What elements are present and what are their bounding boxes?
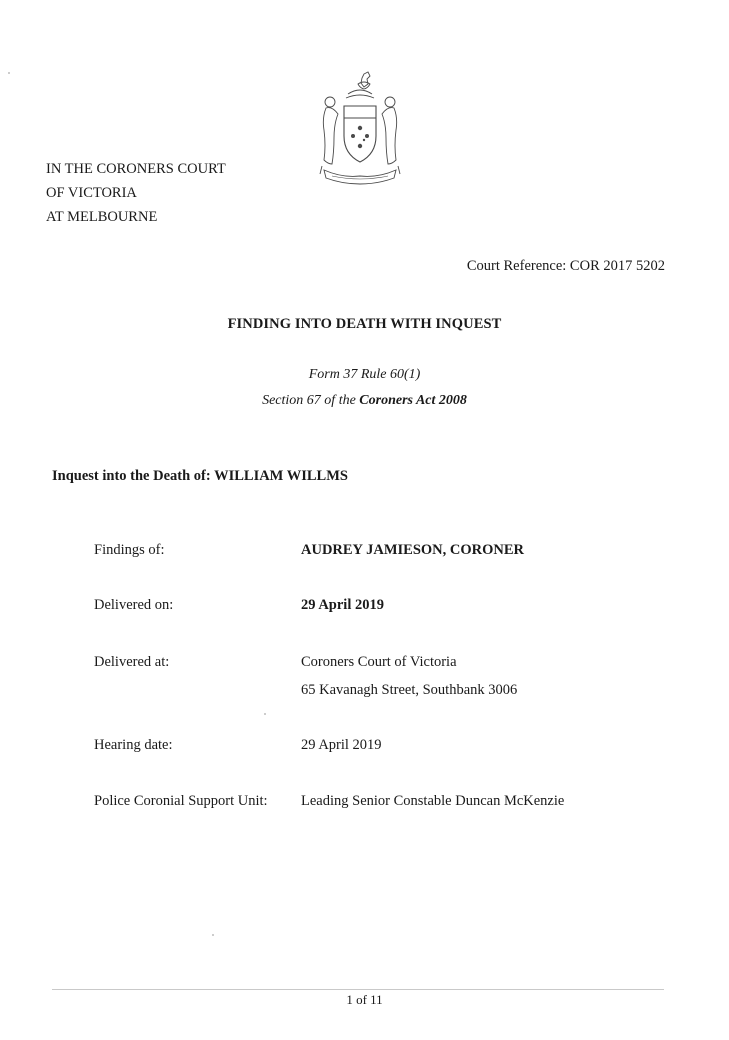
inquest-label: Inquest into the Death of:	[52, 468, 215, 484]
inquest-heading	[52, 468, 348, 485]
act-name: Coroners Act 2008	[359, 393, 467, 408]
delivered-on-label: Delivered on:	[94, 597, 174, 613]
hearing-date-value: 29 April 2019	[301, 737, 382, 753]
scan-speck	[8, 72, 10, 74]
deceased-name: WILLIAM WILLMS	[214, 468, 348, 484]
footer-divider	[52, 989, 664, 990]
delivered-at-line-1: Coroners Court of Victoria	[301, 654, 457, 670]
police-unit-label: Police Coronial Support Unit:	[94, 793, 268, 809]
delivered-at-label: Delivered at:	[94, 654, 170, 670]
scan-speck	[264, 713, 266, 715]
hearing-date-label: Hearing date:	[94, 737, 173, 753]
victoria-coat-of-arms-icon	[312, 70, 408, 188]
form-rule: Form 37 Rule 60(1)	[308, 367, 421, 382]
findings-label: Findings of:	[94, 542, 165, 558]
page-number: 1 of 11	[346, 992, 383, 1007]
document-title: FINDING INTO DEATH WITH INQUEST	[227, 316, 502, 332]
scan-speck	[212, 934, 214, 936]
section-reference	[0, 393, 729, 409]
section-prefix: Section 67 of the	[262, 393, 360, 408]
police-unit-value: Leading Senior Constable Duncan McKenzie	[301, 793, 565, 809]
delivered-on-value: 29 April 2019	[301, 597, 384, 613]
court-line-2: OF VICTORIA	[46, 185, 137, 201]
court-line-1: IN THE CORONERS COURT	[46, 161, 226, 177]
court-heading	[46, 157, 226, 229]
court-reference: Court Reference: COR 2017 5202	[466, 258, 665, 274]
delivered-at-line-2: 65 Kavanagh Street, Southbank 3006	[301, 682, 518, 698]
findings-value: AUDREY JAMIESON, CORONER	[301, 542, 525, 558]
court-line-3: AT MELBOURNE	[46, 209, 158, 225]
